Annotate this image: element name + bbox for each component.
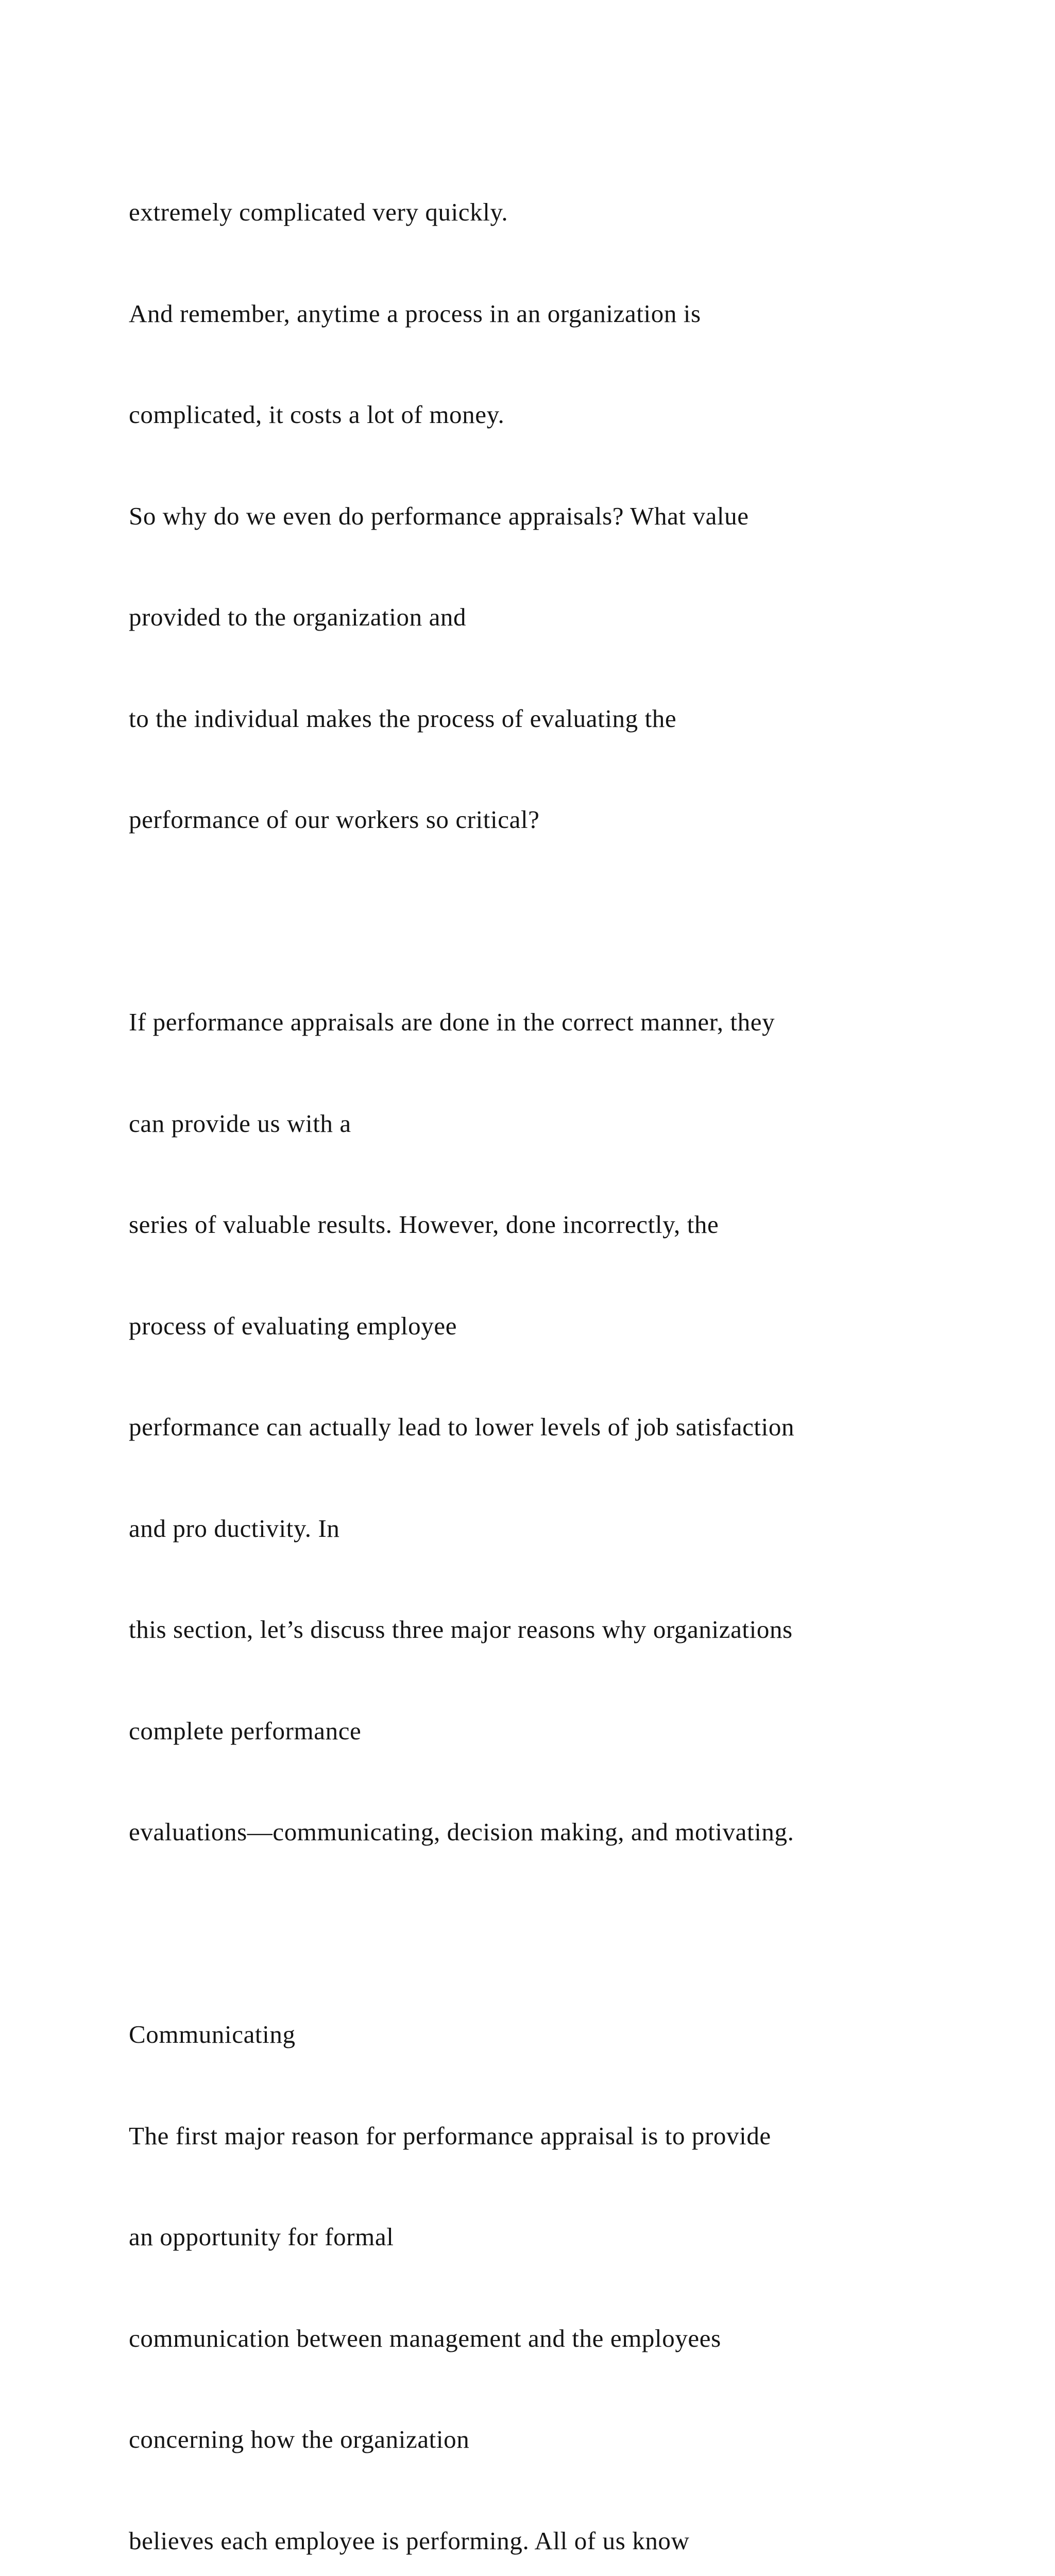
text-line: this section, let’s discuss three major reasons why organizations — [129, 1615, 793, 1643]
text-line: performance can actually lead to lower levels of job satisfaction — [129, 1413, 795, 1441]
text-line: provided to the organization and — [129, 603, 467, 631]
text-line: extremely complicated very quickly. — [129, 198, 508, 226]
text-line: And remember, anytime a process in an organization is — [129, 299, 701, 328]
text-line: and pro ductivity. In — [129, 1514, 340, 1543]
text-line: If performance appraisals are done in the correct manner, they — [129, 1008, 775, 1036]
text-line: The first major reason for performance appraisal is to provide — [129, 2121, 771, 2150]
text-line: can provide us with a — [129, 1109, 351, 1138]
body-text — [129, 128, 974, 2576]
text-line: concerning how the organization — [129, 2425, 470, 2453]
text-line: evaluations—communicating, decision making, and motivating. — [129, 1818, 794, 1846]
text-line: complicated, it costs a lot of money. — [129, 400, 505, 429]
text-line: performance of our workers so critical? — [129, 805, 540, 834]
text-line: to the individual makes the process of evaluating the — [129, 704, 677, 733]
text-line: series of valuable results. However, done incorrectly, the — [129, 1210, 719, 1239]
text-line: communication between management and the employees — [129, 2324, 721, 2352]
paragraph-break — [129, 904, 974, 938]
text-line: process of evaluating employee — [129, 1311, 457, 1340]
text-line: an opportunity for formal — [129, 2223, 394, 2251]
section-heading: Communicating — [129, 2020, 296, 2048]
text-line: complete performance — [129, 1716, 362, 1745]
text-line: believes each employee is performing. All of us know — [129, 2526, 690, 2555]
text-line: So why do we even do performance appraisals? What value — [129, 501, 749, 530]
paragraph-break — [129, 1917, 974, 1951]
